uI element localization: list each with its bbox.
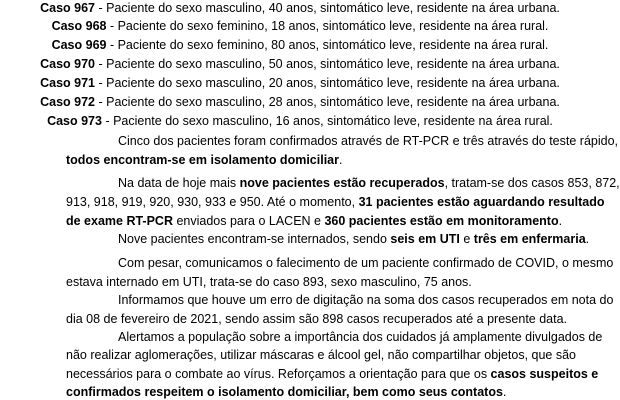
- text: Na data de hoje mais: [118, 176, 240, 190]
- paragraph-line: [66, 213, 563, 229]
- text: enviados para o LACEN e: [172, 214, 325, 228]
- bold-text: nove pacientes estão recuperados: [239, 176, 445, 190]
- text: .: [338, 153, 343, 167]
- text: , tratam-se dos casos 853, 872,: [444, 176, 620, 190]
- paragraph-line: não realizar aglomerações, utilizar máscaras e álcool gel, não compartilhar objetos, que são: [66, 348, 576, 362]
- bold-text: 360 pacientes estão em monitoramento: [324, 214, 559, 228]
- text: .: [502, 385, 507, 399]
- case-description: - Paciente do sexo masculino, 20 anos, sintomático leve, residente na área urbana.: [95, 76, 560, 90]
- text: necessários para o combate ao vírus. Reforçamos a orientação para que os: [66, 367, 491, 381]
- case-label: Caso 971: [40, 76, 96, 90]
- paragraph-line: Alertamos a população sobre a importância dos cuidados já amplamente divulgados de: [118, 330, 603, 344]
- text: .: [585, 232, 590, 246]
- case-label: Caso 967: [40, 1, 96, 15]
- text: Nove pacientes encontram-se internados, sendo: [118, 232, 391, 246]
- paragraph-line: Informamos que houve um erro de digitação na soma dos casos recuperados em nota do: [118, 293, 614, 307]
- case-description: - Paciente do sexo masculino, 28 anos, sintomático leve, residente na área urbana.: [95, 95, 560, 109]
- case-entry-971: [0, 75, 600, 91]
- case-label: Caso 972: [40, 95, 96, 109]
- case-description: - Paciente do sexo feminino, 18 anos, sintomático leve, residente na área rural.: [106, 19, 549, 33]
- paragraph-line: Cinco dos pacientes foram confirmados através de RT-PCR e três através do teste rápido,: [118, 134, 619, 148]
- paragraph-line: [66, 366, 599, 382]
- case-entry-972: [0, 94, 600, 110]
- case-entry-967: [0, 0, 600, 16]
- bold-text: três em enfermaria: [473, 232, 586, 246]
- case-label: Caso 970: [40, 57, 96, 71]
- text: .: [558, 214, 563, 228]
- paragraph-line: Com pesar, comunicamos o falecimento de um paciente confirmado de COVID, o mesmo: [118, 256, 614, 270]
- paragraph-line: [66, 231, 590, 247]
- case-entry-973: [0, 113, 600, 129]
- text: e: [459, 232, 474, 246]
- text: 913, 918, 919, 920, 930, 933 e 950. Até o momento,: [66, 195, 359, 209]
- case-description: - Paciente do sexo masculino, 16 anos, sintomático leve, residente na área rural.: [101, 114, 553, 128]
- bold-text: de exame RT-PCR: [66, 214, 173, 228]
- bold-text: seis em UTI: [390, 232, 460, 246]
- case-entry-970: [0, 56, 600, 72]
- bold-text: confirmados respeitem o isolamento domiciliar, bem como seus contatos: [66, 385, 503, 399]
- paragraph-line: [66, 194, 605, 210]
- case-label: Caso 968: [51, 19, 107, 33]
- case-description: - Paciente do sexo masculino, 40 anos, sintomático leve, residente na área urbana.: [95, 1, 560, 15]
- case-entry-969: [0, 37, 600, 53]
- bold-text: 31 pacientes estão aguardando resultado: [358, 195, 605, 209]
- case-description: - Paciente do sexo feminino, 80 anos, sintomático leve, residente na área rural.: [106, 38, 549, 52]
- bold-text: casos suspeitos e: [490, 367, 599, 381]
- case-label: Caso 969: [51, 38, 107, 52]
- case-description: - Paciente do sexo masculino, 50 anos, sintomático leve, residente na área urbana.: [95, 57, 560, 71]
- paragraph-line: estava internado em UTI, trata-se do caso 893, sexo masculino, 75 anos.: [66, 275, 472, 289]
- paragraph-line: [66, 175, 620, 191]
- bold-text: todos encontram-se em isolamento domiciliar: [66, 153, 339, 167]
- case-entry-968: [0, 18, 600, 34]
- paragraph-line: dia 08 de fevereiro de 2021, sendo assim são 898 casos recuperados até a presente data.: [66, 312, 568, 326]
- paragraph-line: [66, 152, 535, 168]
- case-label: Caso 973: [47, 114, 102, 128]
- paragraph-line: [66, 384, 535, 400]
